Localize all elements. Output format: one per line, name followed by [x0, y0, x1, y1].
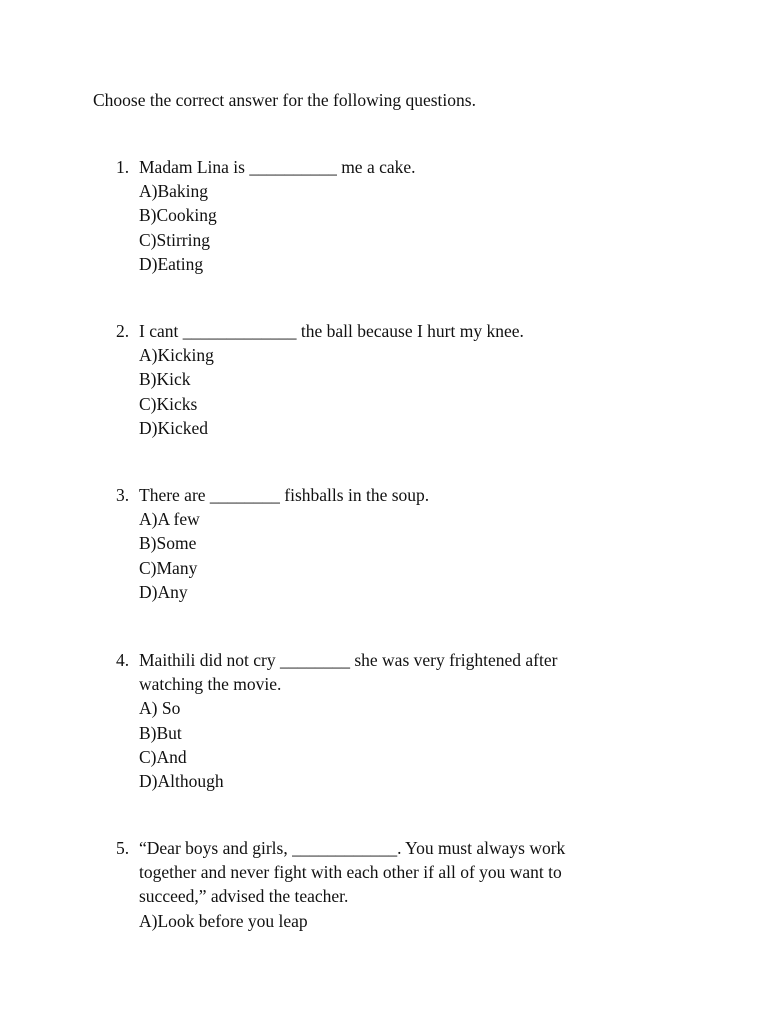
question-body: [139, 155, 659, 276]
option-list: [139, 179, 659, 276]
question-body: [139, 648, 659, 793]
option-b: B)Some: [139, 533, 197, 554]
option-d: D)Eating: [139, 253, 204, 274]
question-number: 5.: [116, 838, 130, 858]
question-text: Madam Lina is __________ me a cake.: [139, 157, 416, 177]
option-a: A)Baking: [139, 181, 209, 202]
question-text-line-2: together and never fight with each other if all of you want to: [139, 862, 562, 883]
question-body: [139, 483, 659, 604]
option-list: [139, 909, 659, 933]
option-c: C)Many: [139, 557, 198, 578]
option-a: A)Kicking: [139, 345, 214, 366]
question-number: 3.: [116, 485, 130, 505]
option-b: B)Kick: [139, 369, 191, 390]
question-text-line-3: succeed,” advised the teacher.: [139, 886, 349, 907]
question-body: [139, 836, 659, 933]
question-number: 2.: [116, 321, 130, 341]
question-number: 1.: [116, 157, 130, 177]
question-text-line-1: “Dear boys and girls, ____________. You must always work: [139, 838, 566, 858]
option-a: A) So: [139, 698, 181, 719]
question-number: 4.: [116, 650, 130, 670]
option-list: [139, 696, 659, 793]
question-text-line-2: watching the movie.: [139, 674, 282, 695]
option-a: A)Look before you leap: [139, 910, 308, 931]
option-c: C)Stirring: [139, 229, 210, 250]
option-d: D)Any: [139, 581, 188, 602]
instruction-text: Choose the correct answer for the following questions.: [93, 90, 476, 110]
option-d: D)Although: [139, 771, 224, 792]
option-list: [139, 343, 659, 440]
question-text: I cant _____________ the ball because I hurt my knee.: [139, 321, 524, 341]
option-c: C)And: [139, 746, 187, 767]
question-text: There are ________ fishballs in the soup.: [139, 485, 430, 505]
question-text-line-1: Maithili did not cry ________ she was very frightened after: [139, 650, 558, 670]
option-b: B)But: [139, 722, 182, 743]
option-d: D)Kicked: [139, 417, 209, 438]
option-c: C)Kicks: [139, 393, 198, 414]
option-a: A)A few: [139, 509, 200, 530]
question-body: [139, 319, 659, 440]
option-list: [139, 507, 659, 604]
option-b: B)Cooking: [139, 205, 217, 226]
